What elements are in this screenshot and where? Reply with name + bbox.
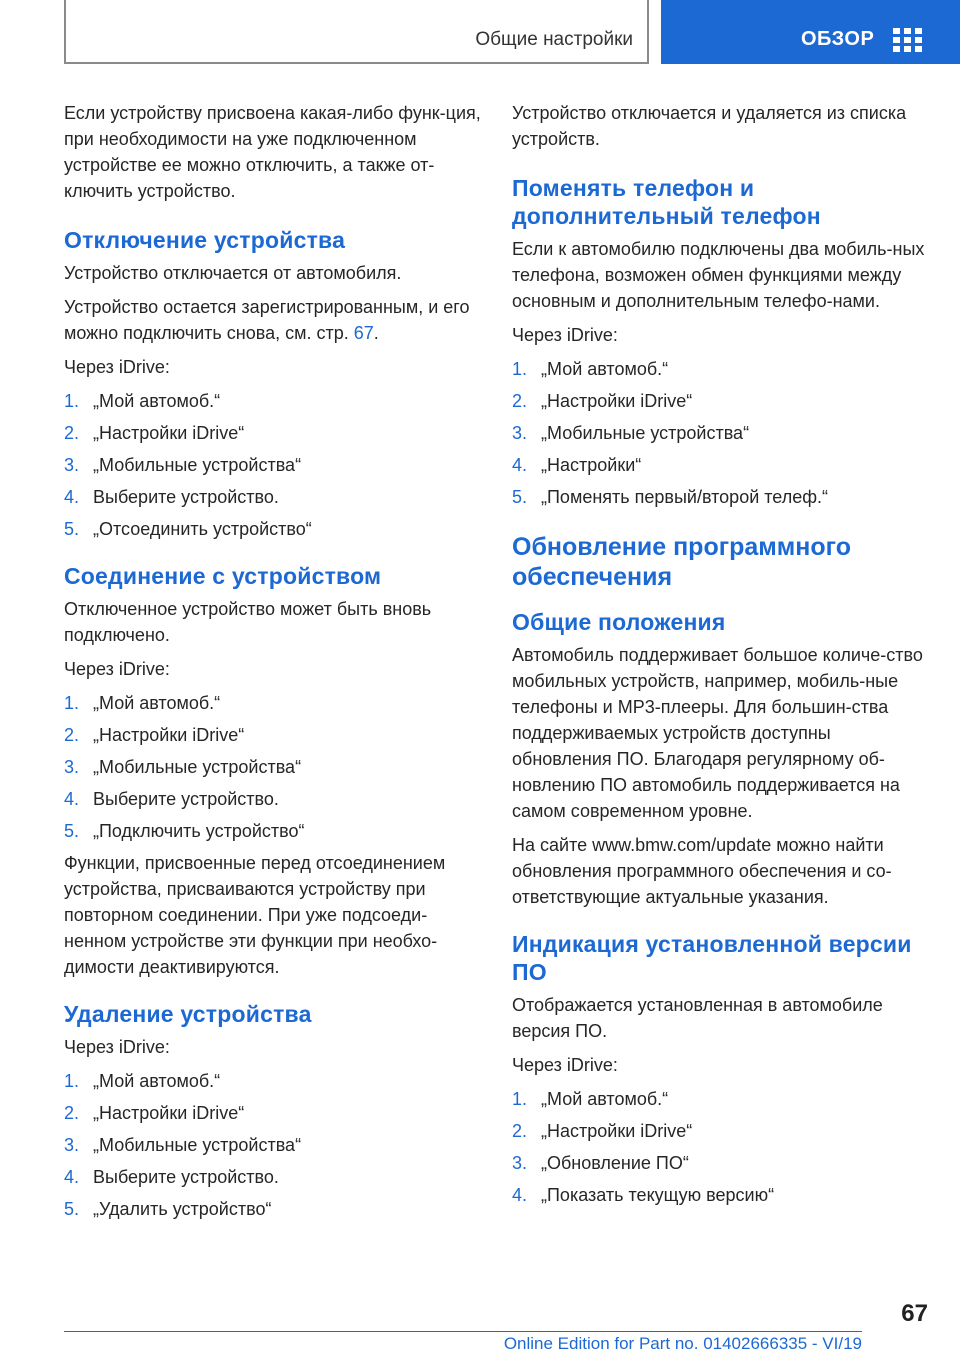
list-item: 2. „Настройки iDrive“: [64, 423, 245, 443]
disconnect-p2: Устройство остается зарегистрированным, и его можно подключить снова, см. стр. 67.: [64, 297, 470, 343]
header-section-box: [64, 0, 649, 64]
overview-label[interactable]: ОБЗОР: [801, 28, 875, 50]
section-title: Общие настройки: [475, 29, 633, 50]
list-item: 1. „Мой автомоб.“: [512, 359, 669, 379]
list-item: 4. Выберите устройство.: [64, 487, 279, 507]
overview-tab[interactable]: [661, 0, 960, 64]
right-intro: Устройство отключается и удаляется из списка устройств.: [512, 103, 907, 149]
list-item: 3. „Мобильные устройства“: [64, 757, 302, 777]
grid-icon[interactable]: [893, 28, 922, 54]
connect-p1: Отключенное устройство может быть вновь подключено.: [64, 599, 432, 645]
list-item: 4. Выберите устройство.: [64, 1167, 279, 1187]
heading-software-update: Обновление программного обеспечения: [512, 533, 852, 591]
disconnect-p1: Устройство отключается от автомобиля.: [64, 263, 402, 283]
list-item: 1. „Мой автомоб.“: [64, 693, 221, 713]
list-item: 4. Выберите устройство.: [64, 789, 279, 809]
list-item: 2. „Настройки iDrive“: [64, 725, 245, 745]
connect-steps: [64, 690, 484, 844]
heading-delete: Удаление устройства: [64, 1001, 312, 1027]
heading-general: Общие положения: [512, 609, 726, 635]
list-item: 3. „Мобильные устройства“: [512, 423, 750, 443]
list-item: 5. „Поменять первый/второй телеф.“: [512, 487, 829, 507]
swap-p1: Если к автомобилю подключены два мобиль-ных телефона, возможен обмен функциями между основным и дополнительным телефо-нами.: [512, 239, 925, 311]
list-item: 4. „Настройки“: [512, 455, 642, 475]
list-item: 1. „Мой автомоб.“: [512, 1089, 669, 1109]
heading-swap-phones: Поменять телефон и дополнительный телефон: [512, 175, 821, 229]
list-item: 4. „Показать текущую версию“: [512, 1185, 775, 1205]
list-item: 5. „Удалить устройство“: [64, 1199, 272, 1219]
connect-p2: Функции, присвоенные перед отсоединением устройства, присваиваются устройству при повторном соединении. При уже подсоеди-ненном устройстве эти функции при необхо-димости деактивируются.: [64, 853, 446, 977]
list-item: 1. „Мой автомоб.“: [64, 391, 221, 411]
connect-via: Через iDrive:: [64, 659, 170, 679]
footer-divider: [64, 1331, 862, 1332]
page-number: 67: [901, 1300, 928, 1327]
footer-edition: Online Edition for Part no. 01402666335 - VI/19: [503, 1334, 862, 1353]
list-item: 2. „Настройки iDrive“: [64, 1103, 245, 1123]
delete-steps: [64, 1068, 484, 1222]
version-p1: Отображается установленная в автомобиле версия ПО.: [512, 995, 883, 1041]
heading-disconnect: Отключение устройства: [64, 227, 346, 253]
delete-via: Через iDrive:: [64, 1037, 170, 1057]
update-p1: Автомобиль поддерживает большое количе-ство мобильных устройств, например, мобиль-ные телефоны и MP3-плееры. Для большин-ства поддерживаемых устройств доступны обновления ПО. Благодаря регулярному об-новлению ПО автомобиль поддерживается на самом современном уровне.: [512, 645, 923, 821]
swap-via: Через iDrive:: [512, 325, 618, 345]
list-item: 5. „Подключить устройство“: [64, 821, 305, 841]
list-item: 5. „Отсоединить устройство“: [64, 519, 312, 539]
version-via: Через iDrive:: [512, 1055, 618, 1075]
list-item: 3. „Мобильные устройства“: [64, 1135, 302, 1155]
heading-version: Индикация установленной версии ПО: [512, 931, 912, 985]
list-item: 1. „Мой автомоб.“: [64, 1071, 221, 1091]
swap-steps: [512, 356, 932, 510]
list-item: 3. „Мобильные устройства“: [64, 455, 302, 475]
heading-connect: Соединение с устройством: [64, 563, 382, 589]
version-steps: [512, 1086, 932, 1208]
list-item: 2. „Настройки iDrive“: [512, 391, 693, 411]
right-column: [512, 100, 932, 1214]
intro-paragraph: Если устройству присвоена какая-либо функ-ция, при необходимости на уже подключенном устройстве ее можно отключить, а также от-ключить устройство.: [64, 103, 481, 201]
disconnect-steps: [64, 388, 484, 542]
update-p2: На сайте www.bmw.com/update можно найти обновления программного обеспечения и со-ответствующие актуальные указания.: [512, 835, 892, 907]
list-item: 3. „Обновление ПО“: [512, 1153, 689, 1173]
left-column: [64, 100, 484, 1228]
page-link-67[interactable]: 67: [353, 323, 374, 343]
disconnect-via: Через iDrive:: [64, 357, 170, 377]
list-item: 2. „Настройки iDrive“: [512, 1121, 693, 1141]
